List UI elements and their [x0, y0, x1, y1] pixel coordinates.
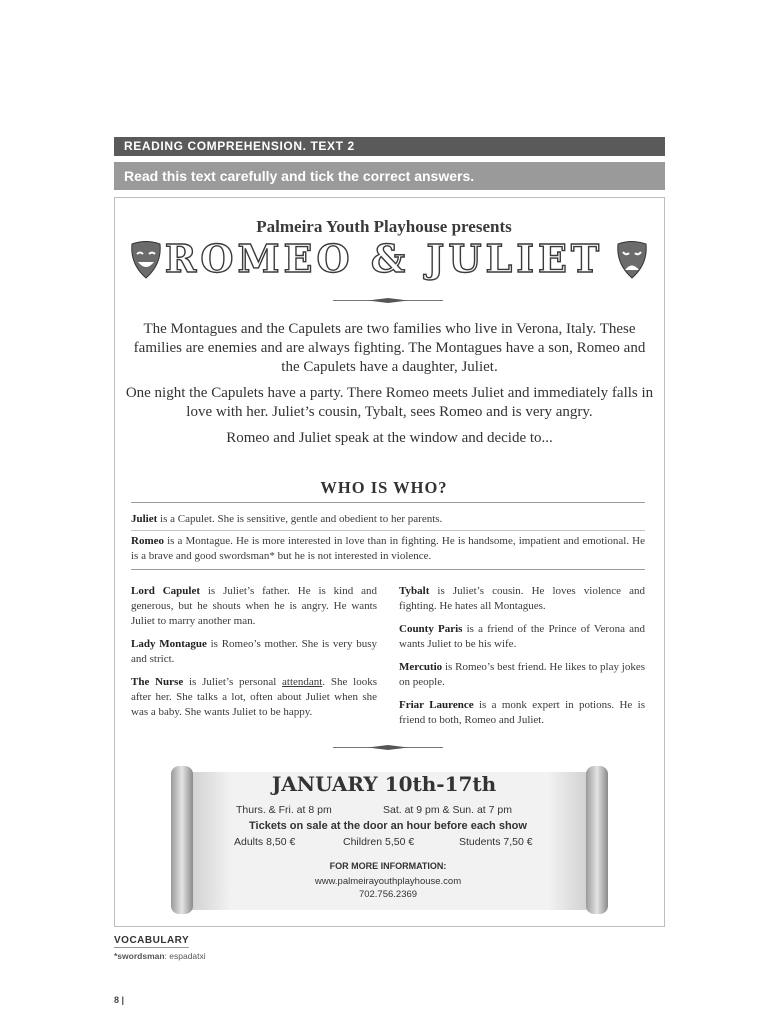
character-lord-capulet [131, 584, 377, 629]
vocabulary-entry [114, 951, 206, 961]
character-desc: is Romeo’s best friend. He likes to play jokes on people. [399, 661, 645, 688]
story-text [124, 320, 655, 455]
character-nurse: The Nurse is Juliet’s personal attendant. She looks after her. She talks a lot, often about Juliet when she was a baby. She wants Juliet to be happy. [131, 676, 377, 718]
who-is-who-heading: WHO IS WHO? [320, 478, 448, 497]
more-info-label: FOR MORE INFORMATION: [329, 861, 447, 871]
character-desc: is a Montague. He is more interested in love than in fighting. He is handsome, impatient and emotional. He is a brave and good swordsman* but he is not interested in violence. [131, 535, 645, 562]
play-title: ROMEO & JULIET [164, 236, 604, 281]
character-name: The Nurse [131, 676, 184, 688]
character-mercutio [399, 660, 645, 690]
vocabulary-heading: VOCABULARY [114, 935, 190, 946]
character-name: Romeo [131, 535, 164, 547]
character-name: Tybalt [399, 585, 430, 597]
vocabulary-word: attendant [282, 676, 323, 688]
show-dates: JANUARY 10th-17th [271, 772, 497, 796]
price-children: Children 5,50 € [343, 836, 415, 848]
page-number: 8 | [114, 995, 125, 1005]
phone-number: 702.756.2369 [358, 889, 418, 900]
story-paragraph: One night the Capulets have a party. There Romeo meets Juliet and immediately falls in love with her. Juliet’s cousin, Tybalt, sees Romeo and is very angry. [125, 385, 654, 420]
character-desc: is a friend of the Prince of Verona and wants Juliet to be his wife. [399, 623, 646, 650]
instruction-bar: Read this text carefully and tick the correct answers. [114, 162, 665, 190]
character-romeo [131, 534, 645, 564]
ornament-divider [333, 744, 443, 751]
section-header: READING COMPREHENSION. TEXT 2 [114, 137, 665, 156]
divider-line [131, 569, 645, 570]
showtimes-weekday: Thurs. & Fri. at 8 pm [236, 804, 332, 816]
character-name: County Paris [399, 623, 463, 635]
characters-right-column [399, 584, 645, 736]
character-name: Juliet [131, 513, 158, 525]
presents-line: Palmeira Youth Playhouse presents [256, 217, 512, 236]
divider-line [131, 530, 645, 531]
character-friar-laurence [399, 698, 645, 728]
price-adults: Adults 8,50 € [234, 836, 296, 848]
vocabulary-definition: : espadatxi [164, 951, 206, 961]
character-desc: is Juliet’s cousin. He loves violence and fighting. He hates all Montagues. [399, 585, 645, 612]
story-paragraph: The Montagues and the Capulets are two families who live in Verona, Italy. These families are enemies and are always fighting. The Montagues have a son, Romeo and the Capulets have a daughter, Juliet. [133, 321, 646, 375]
character-name: Friar Laurence [399, 699, 474, 711]
character-tybalt [399, 584, 645, 614]
ornament-divider [333, 297, 443, 304]
character-name: Lord Capulet [131, 585, 200, 597]
character-desc: is Romeo’s mother. She is very busy and strict. [131, 638, 377, 665]
character-name: Lady Montague [131, 638, 207, 650]
character-lady-montague [131, 637, 377, 667]
ticket-info: Tickets on sale at the door an hour before each show [249, 820, 527, 832]
vocabulary-term: *swordsman [114, 951, 165, 961]
character-desc: is Juliet’s father. He is kind and generous, but he shouts when he is angry. He wants Juliet to marry another man. [131, 585, 377, 627]
characters-left-column [131, 584, 377, 728]
showtimes-weekend: Sat. at 9 pm & Sun. at 7 pm [383, 804, 512, 816]
character-desc: is a monk expert in potions. He is friend to both, Romeo and Juliet. [399, 699, 645, 726]
divider-line [131, 502, 645, 503]
character-juliet [131, 512, 645, 527]
price-students: Students 7,50 € [459, 836, 533, 848]
character-desc: is a Capulet. She is sensitive, gentle and obedient to her parents. [157, 513, 443, 525]
website-link[interactable]: www.palmeirayouthplayhouse.com [314, 876, 462, 887]
character-name: Mercutio [399, 661, 443, 673]
story-paragraph: Romeo and Juliet speak at the window and decide to... [226, 430, 553, 446]
character-county-paris [399, 622, 645, 652]
